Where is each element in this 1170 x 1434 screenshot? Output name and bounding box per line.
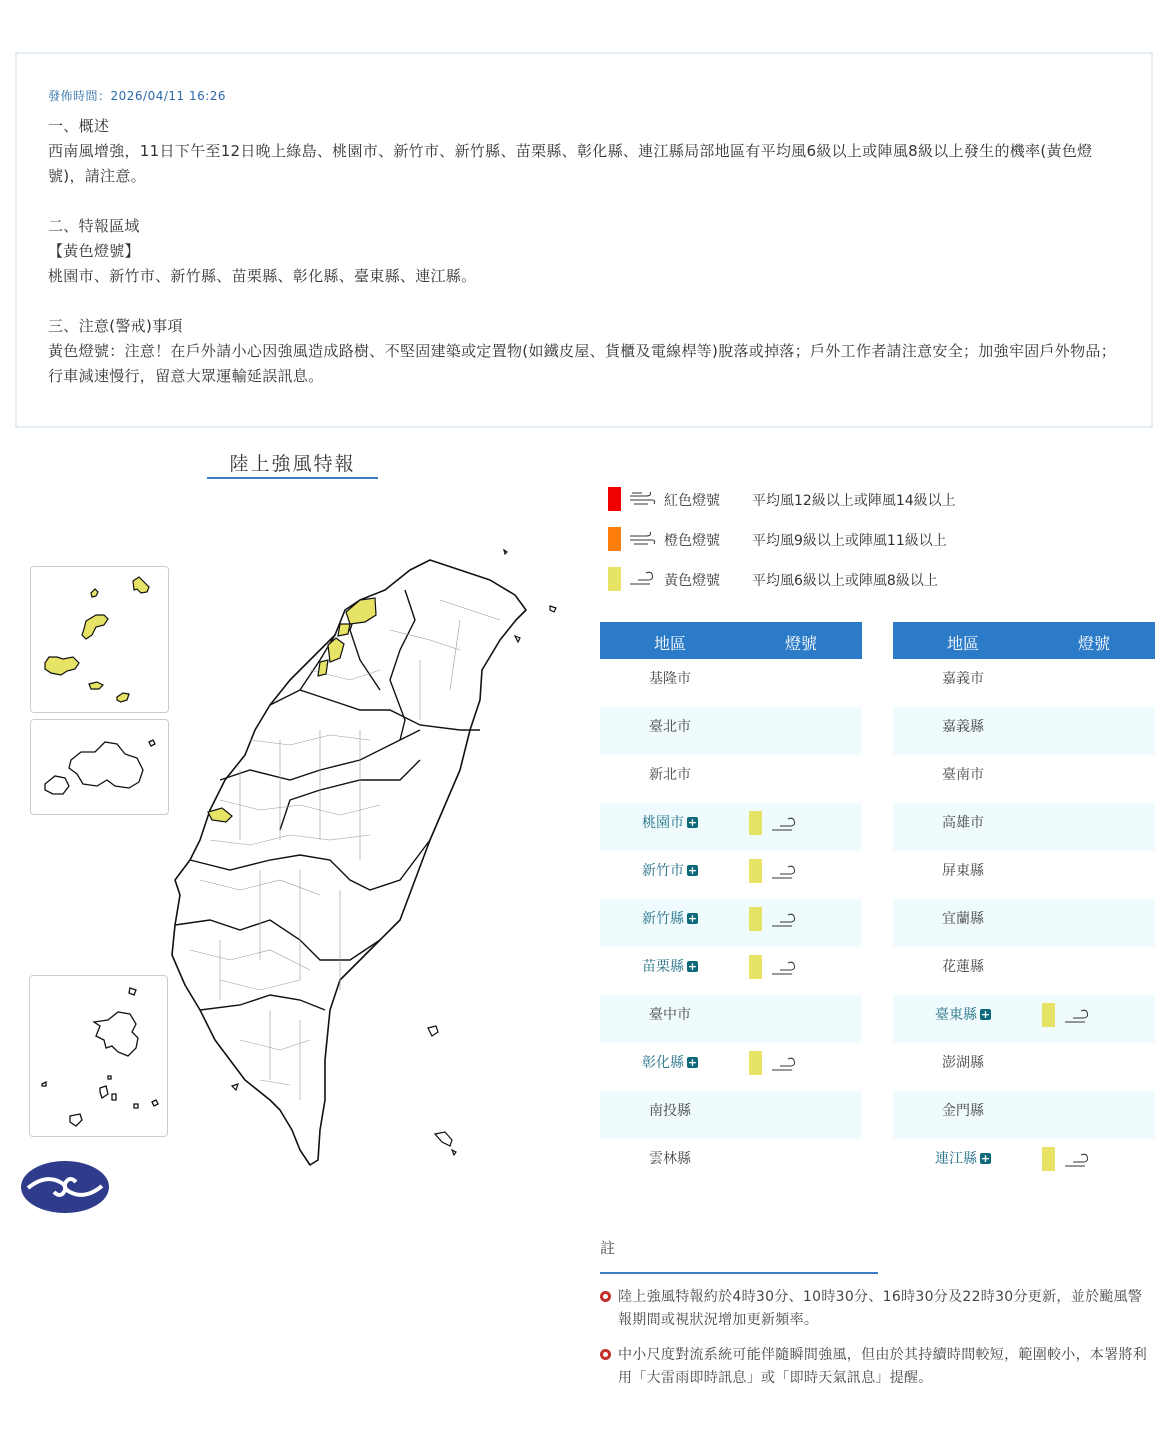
region-table-left bbox=[600, 622, 862, 1187]
region-label: 基隆市 bbox=[649, 671, 691, 687]
col-signal: 燈號 bbox=[785, 634, 818, 653]
region-name bbox=[893, 956, 1033, 976]
region-label: 花蓮縣 bbox=[942, 959, 984, 975]
expand-plus-icon[interactable]: + bbox=[687, 816, 698, 829]
region-label: 嘉義市 bbox=[942, 671, 984, 687]
region-name[interactable] bbox=[600, 1052, 740, 1072]
inset-matsu bbox=[30, 566, 169, 713]
note-text: 陸上強風特報約於4時30分、10時30分、16時30分及22時30分更新，並於颱風警報期間或視狀況增加更新頻率。 bbox=[618, 1289, 1143, 1328]
region-name bbox=[600, 1148, 740, 1168]
region-name bbox=[893, 1100, 1033, 1120]
expand-plus-icon[interactable]: + bbox=[687, 960, 698, 973]
region-name bbox=[893, 716, 1033, 736]
table-row bbox=[600, 947, 862, 995]
signal-lamp-yellow bbox=[1042, 1003, 1055, 1027]
region-name[interactable] bbox=[893, 1004, 1033, 1024]
table-header bbox=[600, 622, 862, 659]
taiwan-map bbox=[160, 540, 570, 1170]
bulletin-box bbox=[15, 52, 1153, 428]
region-label: 高雄市 bbox=[942, 815, 984, 831]
wind-light-icon bbox=[770, 815, 798, 835]
region-name bbox=[600, 764, 740, 784]
inset-penghu bbox=[29, 975, 168, 1137]
cwa-logo bbox=[20, 1160, 110, 1214]
wind-light-icon bbox=[770, 1055, 798, 1075]
wind-light-icon bbox=[770, 911, 798, 931]
note-item bbox=[600, 1344, 1155, 1390]
table-row bbox=[893, 851, 1155, 899]
table-row bbox=[600, 803, 862, 851]
region-label: 臺南市 bbox=[942, 767, 984, 783]
area-hsinchu-city bbox=[338, 624, 350, 636]
region-label: 嘉義縣 bbox=[942, 719, 984, 735]
signal-lamp-yellow bbox=[1042, 1147, 1055, 1171]
table-row bbox=[893, 899, 1155, 947]
table-header bbox=[893, 622, 1155, 659]
table-row bbox=[600, 659, 862, 707]
region-label: 臺東縣 bbox=[935, 1007, 977, 1023]
wind-strong-icon bbox=[628, 489, 656, 509]
table-row bbox=[600, 755, 862, 803]
table-row bbox=[893, 659, 1155, 707]
legend-red-desc: 平均風12級以上或陣風14級以上 bbox=[752, 493, 956, 509]
col-signal: 燈號 bbox=[1078, 634, 1111, 653]
bulletin-body: 一、概述 西南風增強，11日下午至12日晚上綠島、桃園市、新竹市、新竹縣、苗栗縣、彰化縣、連江縣局部地區有平均風6級以上或陣風8級以上發生的機率(黃色燈號)，請注意。 二、特報區域 【黃色燈號】 桃園市、新竹市、新竹縣、苗栗縣、彰化縣、臺東縣、連江縣。 三、注意(警戒)事項 黃色燈號：注意！在戶外請小心因強風造成路樹、不堅固建築或定置物(如鐵皮屋、貨櫃及電線桿等)脫落或掉落；戶外工作者請注意安全；加強牢固戶外物品；行車減速慢行，留意大眾運輸延誤訊息。 bbox=[48, 117, 1117, 385]
wind-light-icon bbox=[1063, 1151, 1091, 1171]
region-label: 臺北市 bbox=[649, 719, 691, 735]
region-name bbox=[893, 764, 1033, 784]
region-label: 南投縣 bbox=[649, 1103, 691, 1119]
legend-orange-swatch bbox=[608, 527, 621, 551]
table-row bbox=[893, 1043, 1155, 1091]
region-label: 新竹縣 bbox=[642, 911, 684, 927]
region-label: 屏東縣 bbox=[942, 863, 984, 879]
table-row bbox=[600, 995, 862, 1043]
col-region: 地區 bbox=[654, 634, 687, 653]
region-name bbox=[600, 1100, 740, 1120]
table-row bbox=[600, 1043, 862, 1091]
note-text: 中小尺度對流系統可能伴隨瞬間強風，但由於其持續時間較短，範圍較小，本署將利用「大雷雨即時訊息」或「即時天氣訊息」提醒。 bbox=[618, 1347, 1148, 1386]
wind-light-icon bbox=[770, 863, 798, 883]
bullet-icon bbox=[600, 1291, 611, 1302]
signal-lamp-yellow bbox=[749, 907, 762, 931]
table-row bbox=[893, 803, 1155, 851]
table-row bbox=[600, 899, 862, 947]
region-name bbox=[600, 668, 740, 688]
region-label: 雲林縣 bbox=[649, 1151, 691, 1167]
legend-yellow-label: 黃色燈號 bbox=[664, 573, 720, 589]
region-label: 澎湖縣 bbox=[942, 1055, 984, 1071]
table-row bbox=[600, 707, 862, 755]
signal-lamp-yellow bbox=[749, 859, 762, 883]
region-name bbox=[600, 716, 740, 736]
region-label: 新竹市 bbox=[642, 863, 684, 879]
region-label: 彰化縣 bbox=[642, 1055, 684, 1071]
region-label: 桃園市 bbox=[642, 815, 684, 831]
notes-section bbox=[600, 1237, 1155, 1390]
expand-plus-icon[interactable]: + bbox=[980, 1152, 991, 1165]
legend-orange-label: 橙色燈號 bbox=[664, 533, 720, 549]
wind-light-icon bbox=[1063, 1007, 1091, 1027]
region-name bbox=[893, 1052, 1033, 1072]
region-label: 連江縣 bbox=[935, 1151, 977, 1167]
expand-plus-icon[interactable]: + bbox=[687, 864, 698, 877]
legend-orange-desc: 平均風9級以上或陣風11級以上 bbox=[752, 533, 947, 549]
region-name[interactable] bbox=[600, 956, 740, 976]
region-name bbox=[893, 812, 1033, 832]
region-name[interactable] bbox=[600, 860, 740, 880]
notes-title: 註 bbox=[600, 1239, 616, 1257]
table-row bbox=[893, 707, 1155, 755]
region-table-right bbox=[893, 622, 1155, 1187]
wind-light-icon bbox=[628, 569, 656, 589]
region-name[interactable] bbox=[600, 908, 740, 928]
region-label: 新北市 bbox=[649, 767, 691, 783]
bullet-icon bbox=[600, 1349, 611, 1360]
signal-lamp-yellow bbox=[749, 811, 762, 835]
region-name[interactable] bbox=[893, 1148, 1033, 1168]
region-name bbox=[600, 1004, 740, 1024]
region-name bbox=[893, 908, 1033, 928]
legend-yellow-swatch bbox=[608, 567, 621, 591]
legend-red-swatch bbox=[608, 487, 621, 511]
expand-plus-icon[interactable]: + bbox=[687, 1056, 698, 1069]
expand-plus-icon[interactable]: + bbox=[980, 1008, 991, 1021]
area-miaoli bbox=[318, 660, 328, 676]
region-name[interactable] bbox=[600, 812, 740, 832]
region-name bbox=[893, 860, 1033, 880]
wind-light-icon bbox=[770, 959, 798, 979]
table-row bbox=[893, 1139, 1155, 1187]
region-label: 金門縣 bbox=[942, 1103, 984, 1119]
table-row bbox=[893, 995, 1155, 1043]
table-row bbox=[600, 1139, 862, 1187]
region-label: 宜蘭縣 bbox=[942, 911, 984, 927]
col-region: 地區 bbox=[947, 634, 980, 653]
region-label: 臺中市 bbox=[649, 1007, 691, 1023]
map-title: 陸上強風特報 bbox=[207, 449, 378, 479]
publish-time: 發佈時間：2026/04/11 16:26 bbox=[48, 89, 227, 103]
legend-red-label: 紅色燈號 bbox=[664, 493, 720, 509]
region-label: 苗栗縣 bbox=[642, 959, 684, 975]
table-row bbox=[893, 947, 1155, 995]
table-row bbox=[893, 755, 1155, 803]
notes-divider bbox=[600, 1272, 878, 1274]
legend-yellow-desc: 平均風6級以上或陣風8級以上 bbox=[752, 573, 938, 589]
expand-plus-icon[interactable]: + bbox=[687, 912, 698, 925]
table-row bbox=[600, 851, 862, 899]
region-name bbox=[893, 668, 1033, 688]
signal-lamp-yellow bbox=[749, 955, 762, 979]
note-item bbox=[600, 1286, 1155, 1332]
table-row bbox=[893, 1091, 1155, 1139]
wind-medium-icon bbox=[628, 529, 656, 549]
table-row bbox=[600, 1091, 862, 1139]
signal-lamp-yellow bbox=[749, 1051, 762, 1075]
inset-kinmen bbox=[30, 719, 169, 815]
